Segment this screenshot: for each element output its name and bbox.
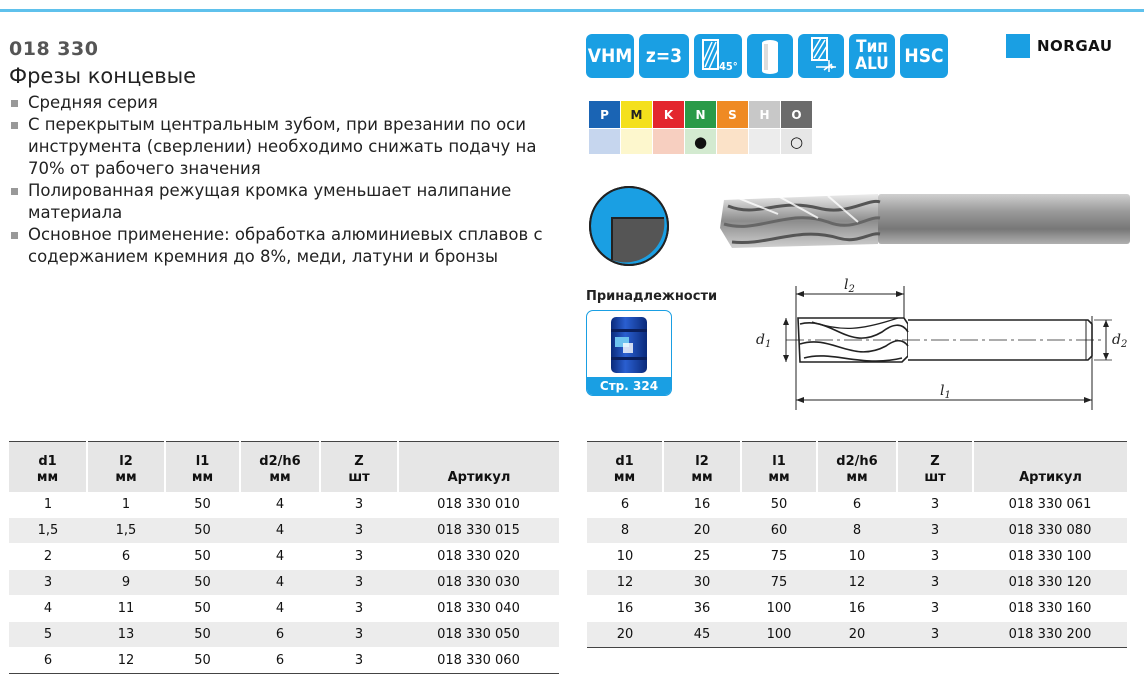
table-cell: 10 bbox=[587, 544, 663, 570]
property-badges bbox=[586, 34, 948, 78]
article-number-cell: 018 330 060 bbox=[398, 648, 559, 674]
table-cell: 100 bbox=[741, 596, 817, 622]
table-cell: 1 bbox=[87, 492, 165, 518]
table-cell: 50 bbox=[165, 596, 240, 622]
column-header-label: d1 bbox=[615, 454, 634, 469]
table-row bbox=[587, 570, 1127, 596]
table-cell: 3 bbox=[320, 648, 398, 674]
table-cell: 3 bbox=[897, 622, 973, 648]
column-header bbox=[587, 442, 663, 493]
feature-item: С перекрытым центральным зубом, при врезании по оси инструмента (сверлении) необходимо снижать подачу на 70% от рабочего значения bbox=[9, 114, 569, 180]
material-group-m: M bbox=[621, 101, 653, 129]
article-number-cell: 018 330 100 bbox=[973, 544, 1127, 570]
material-suitability-s bbox=[717, 129, 749, 155]
table-cell: 6 bbox=[817, 492, 897, 518]
l2-label: $l_2$ bbox=[844, 277, 855, 295]
cross-section-icon bbox=[586, 184, 672, 268]
top-rule bbox=[0, 9, 1144, 12]
table-cell: 6 bbox=[240, 648, 320, 674]
table-cell: 20 bbox=[817, 622, 897, 648]
accessories-label: Принадлежности bbox=[586, 289, 718, 304]
column-header-label: l1 bbox=[195, 454, 210, 469]
column-header-unit: мм bbox=[768, 470, 790, 485]
table-cell: 3 bbox=[320, 544, 398, 570]
column-header-label: Z bbox=[354, 454, 364, 469]
material-group-o: O bbox=[781, 101, 813, 129]
feature-item: Средняя серия bbox=[9, 92, 569, 114]
table-cell: 3 bbox=[897, 492, 973, 518]
column-header bbox=[9, 442, 87, 493]
column-header-unit: мм bbox=[191, 470, 214, 485]
table-cell: 4 bbox=[9, 596, 87, 622]
table-row bbox=[587, 544, 1127, 570]
feature-item: Основное применение: обработка алюминиевых сплавов с содержанием кремния до 8%, меди, латуни и бронзы bbox=[9, 224, 569, 268]
table-cell: 50 bbox=[741, 492, 817, 518]
material-type-badge: Тип ALU bbox=[849, 34, 895, 78]
page-title: Фрезы концевые bbox=[9, 64, 197, 88]
table-row bbox=[9, 648, 559, 674]
table-cell: 75 bbox=[741, 570, 817, 596]
table-row bbox=[587, 596, 1127, 622]
column-header bbox=[741, 442, 817, 493]
d1-label: $d_1$ bbox=[756, 332, 772, 350]
table-row bbox=[587, 492, 1127, 518]
table-cell: 6 bbox=[240, 622, 320, 648]
table-cell: 3 bbox=[320, 622, 398, 648]
table-cell: 1,5 bbox=[9, 518, 87, 544]
material-suitability-o: ○ bbox=[781, 129, 813, 155]
table-cell: 12 bbox=[817, 570, 897, 596]
table-cell: 16 bbox=[587, 596, 663, 622]
table-cell: 50 bbox=[165, 518, 240, 544]
accessory-page-link[interactable]: Стр. 324 bbox=[587, 377, 671, 395]
table-cell: 36 bbox=[663, 596, 741, 622]
helix-angle-icon bbox=[694, 34, 742, 78]
table-cell: 16 bbox=[663, 492, 741, 518]
column-header-label: l2 bbox=[119, 454, 133, 469]
material-groups-table bbox=[588, 100, 813, 155]
table-cell: 5 bbox=[9, 622, 87, 648]
column-header-unit: шт bbox=[924, 470, 946, 485]
vhm-badge: VHM bbox=[586, 34, 634, 78]
table-cell: 3 bbox=[320, 596, 398, 622]
table-row bbox=[9, 596, 559, 622]
column-header bbox=[897, 442, 973, 493]
table-cell: 8 bbox=[817, 518, 897, 544]
logo-square-icon bbox=[1006, 34, 1030, 58]
table-cell: 1 bbox=[9, 492, 87, 518]
table-cell: 20 bbox=[587, 622, 663, 648]
column-header-unit: шт bbox=[348, 470, 370, 485]
column-header-label: d1 bbox=[38, 454, 57, 469]
shank-icon bbox=[747, 34, 793, 78]
table-cell: 100 bbox=[741, 622, 817, 648]
article-number-cell: 018 330 015 bbox=[398, 518, 559, 544]
table-row bbox=[9, 492, 559, 518]
table-cell: 6 bbox=[87, 544, 165, 570]
column-header-unit: мм bbox=[691, 470, 713, 485]
column-header-label: d2/h6 bbox=[259, 454, 301, 469]
material-group-p: P bbox=[589, 101, 621, 129]
table-cell: 45 bbox=[663, 622, 741, 648]
table-row bbox=[9, 622, 559, 648]
table-cell: 4 bbox=[240, 544, 320, 570]
table-row bbox=[9, 570, 559, 596]
table-cell: 4 bbox=[240, 570, 320, 596]
table-cell: 75 bbox=[741, 544, 817, 570]
table-cell: 12 bbox=[87, 648, 165, 674]
column-header-unit: мм bbox=[613, 470, 636, 485]
column-header-label: Z bbox=[930, 454, 940, 469]
table-cell: 13 bbox=[87, 622, 165, 648]
spec-table-left bbox=[9, 441, 559, 674]
table-cell: 3 bbox=[320, 518, 398, 544]
column-header-unit: мм bbox=[269, 470, 291, 485]
article-number-cell: 018 330 061 bbox=[973, 492, 1127, 518]
table-cell: 10 bbox=[817, 544, 897, 570]
article-number-cell: 018 330 020 bbox=[398, 544, 559, 570]
table-cell: 4 bbox=[240, 518, 320, 544]
table-row bbox=[9, 518, 559, 544]
column-header bbox=[817, 442, 897, 493]
table-cell: 16 bbox=[817, 596, 897, 622]
table-cell: 50 bbox=[165, 648, 240, 674]
feature-list bbox=[9, 92, 569, 268]
table-cell: 2 bbox=[9, 544, 87, 570]
article-number-cell: 018 330 040 bbox=[398, 596, 559, 622]
table-cell: 1,5 bbox=[87, 518, 165, 544]
material-suitability-p bbox=[589, 129, 621, 155]
helix-angle-label: 45° bbox=[719, 60, 738, 73]
table-cell: 11 bbox=[87, 596, 165, 622]
material-suitability-h bbox=[749, 129, 781, 155]
column-header bbox=[240, 442, 320, 493]
spec-table-right bbox=[587, 441, 1127, 648]
column-header bbox=[165, 442, 240, 493]
table-cell: 6 bbox=[587, 492, 663, 518]
table-row bbox=[587, 518, 1127, 544]
end-mill-photo bbox=[718, 188, 1134, 252]
article-number-cell: 018 330 030 bbox=[398, 570, 559, 596]
column-header-unit: мм bbox=[115, 470, 137, 485]
column-header-unit: Артикул bbox=[447, 470, 511, 485]
table-cell: 3 bbox=[897, 518, 973, 544]
article-number-cell: 018 330 120 bbox=[973, 570, 1127, 596]
table-cell: 50 bbox=[165, 544, 240, 570]
material-group-n: N bbox=[685, 101, 717, 129]
material-group-s: S bbox=[717, 101, 749, 129]
logo-text: NORGAU bbox=[1037, 37, 1113, 55]
table-cell: 9 bbox=[87, 570, 165, 596]
table-cell: 25 bbox=[663, 544, 741, 570]
column-header bbox=[320, 442, 398, 493]
table-cell: 20 bbox=[663, 518, 741, 544]
table-row bbox=[587, 622, 1127, 648]
article-number-cell: 018 330 080 bbox=[973, 518, 1127, 544]
accessory-card[interactable] bbox=[586, 310, 672, 396]
dimension-drawing bbox=[752, 272, 1142, 414]
table-cell: 50 bbox=[165, 492, 240, 518]
table-cell: 4 bbox=[240, 492, 320, 518]
table-cell: 12 bbox=[587, 570, 663, 596]
column-header-label: d2/h6 bbox=[836, 454, 878, 469]
article-number-cell: 018 330 200 bbox=[973, 622, 1127, 648]
article-number-cell: 018 330 010 bbox=[398, 492, 559, 518]
table-cell: 30 bbox=[663, 570, 741, 596]
material-group-k: K bbox=[653, 101, 685, 129]
d2-label: $d_2$ bbox=[1112, 332, 1128, 350]
table-cell: 50 bbox=[165, 622, 240, 648]
column-header-unit: мм bbox=[846, 470, 868, 485]
article-number-cell: 018 330 050 bbox=[398, 622, 559, 648]
table-cell: 3 bbox=[320, 570, 398, 596]
table-cell: 3 bbox=[9, 570, 87, 596]
column-header-unit: мм bbox=[36, 470, 59, 485]
article-number-cell: 018 330 160 bbox=[973, 596, 1127, 622]
flutes-badge: z=3 bbox=[639, 34, 689, 78]
hsc-badge: HSC bbox=[900, 34, 948, 78]
product-code: 018 330 bbox=[9, 38, 99, 60]
column-header-label: l2 bbox=[695, 454, 709, 469]
feature-item: Полированная режущая кромка уменьшает налипание материала bbox=[9, 180, 569, 224]
material-suitability-k bbox=[653, 129, 685, 155]
table-cell: 3 bbox=[897, 544, 973, 570]
table-cell: 4 bbox=[240, 596, 320, 622]
table-cell: 3 bbox=[897, 596, 973, 622]
material-suitability-m bbox=[621, 129, 653, 155]
column-header-label: l1 bbox=[772, 454, 786, 469]
brand-logo bbox=[1006, 34, 1113, 58]
material-group-h: H bbox=[749, 101, 781, 129]
table-row bbox=[9, 544, 559, 570]
table-cell: 60 bbox=[741, 518, 817, 544]
column-header-unit: Артикул bbox=[1019, 470, 1082, 485]
table-cell: 8 bbox=[587, 518, 663, 544]
column-header bbox=[973, 442, 1127, 493]
column-header bbox=[87, 442, 165, 493]
column-header bbox=[663, 442, 741, 493]
material-suitability-n: ● bbox=[685, 129, 717, 155]
table-cell: 50 bbox=[165, 570, 240, 596]
table-cell: 3 bbox=[897, 570, 973, 596]
center-cutting-icon bbox=[798, 34, 844, 78]
lubricant-canister-icon bbox=[587, 311, 671, 377]
table-cell: 6 bbox=[9, 648, 87, 674]
table-cell: 3 bbox=[320, 492, 398, 518]
column-header bbox=[398, 442, 559, 493]
l1-label: $l_1$ bbox=[940, 383, 951, 401]
